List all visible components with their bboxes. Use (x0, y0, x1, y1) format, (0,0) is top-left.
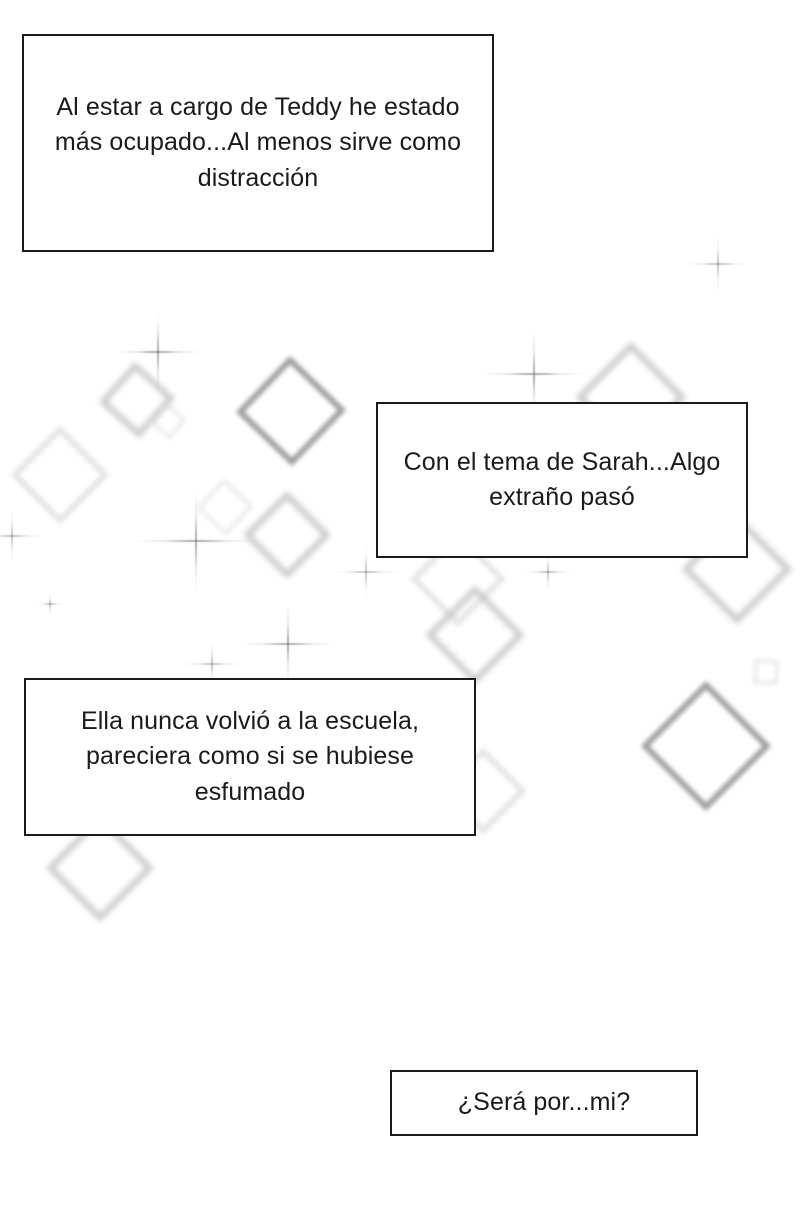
decorative-square (426, 586, 525, 685)
decorative-square (150, 403, 187, 440)
dialogue-text: Con el tema de Sarah...Algo extraño pasó (403, 447, 721, 511)
dialogue-box (390, 1070, 698, 1136)
dialogue-box (22, 34, 494, 252)
decorative-square (99, 362, 175, 438)
dialogue-text: Al estar a cargo de Teddy he estado más ocupado...Al menos sirve como distracción (54, 92, 462, 192)
dialogue-box (24, 678, 476, 836)
decorative-square (236, 356, 346, 466)
dialogue-text: ¿Será por...mi? (457, 1088, 631, 1117)
dialogue-box (376, 402, 748, 558)
decorative-square (197, 479, 254, 536)
decorative-square (243, 491, 331, 579)
decorative-square (754, 660, 779, 685)
decorative-square (641, 681, 771, 811)
decorative-square (11, 426, 110, 525)
dialogue-text: Ella nunca volvió a la escuela, pareciera como si se hubiese esfumado (80, 706, 420, 806)
